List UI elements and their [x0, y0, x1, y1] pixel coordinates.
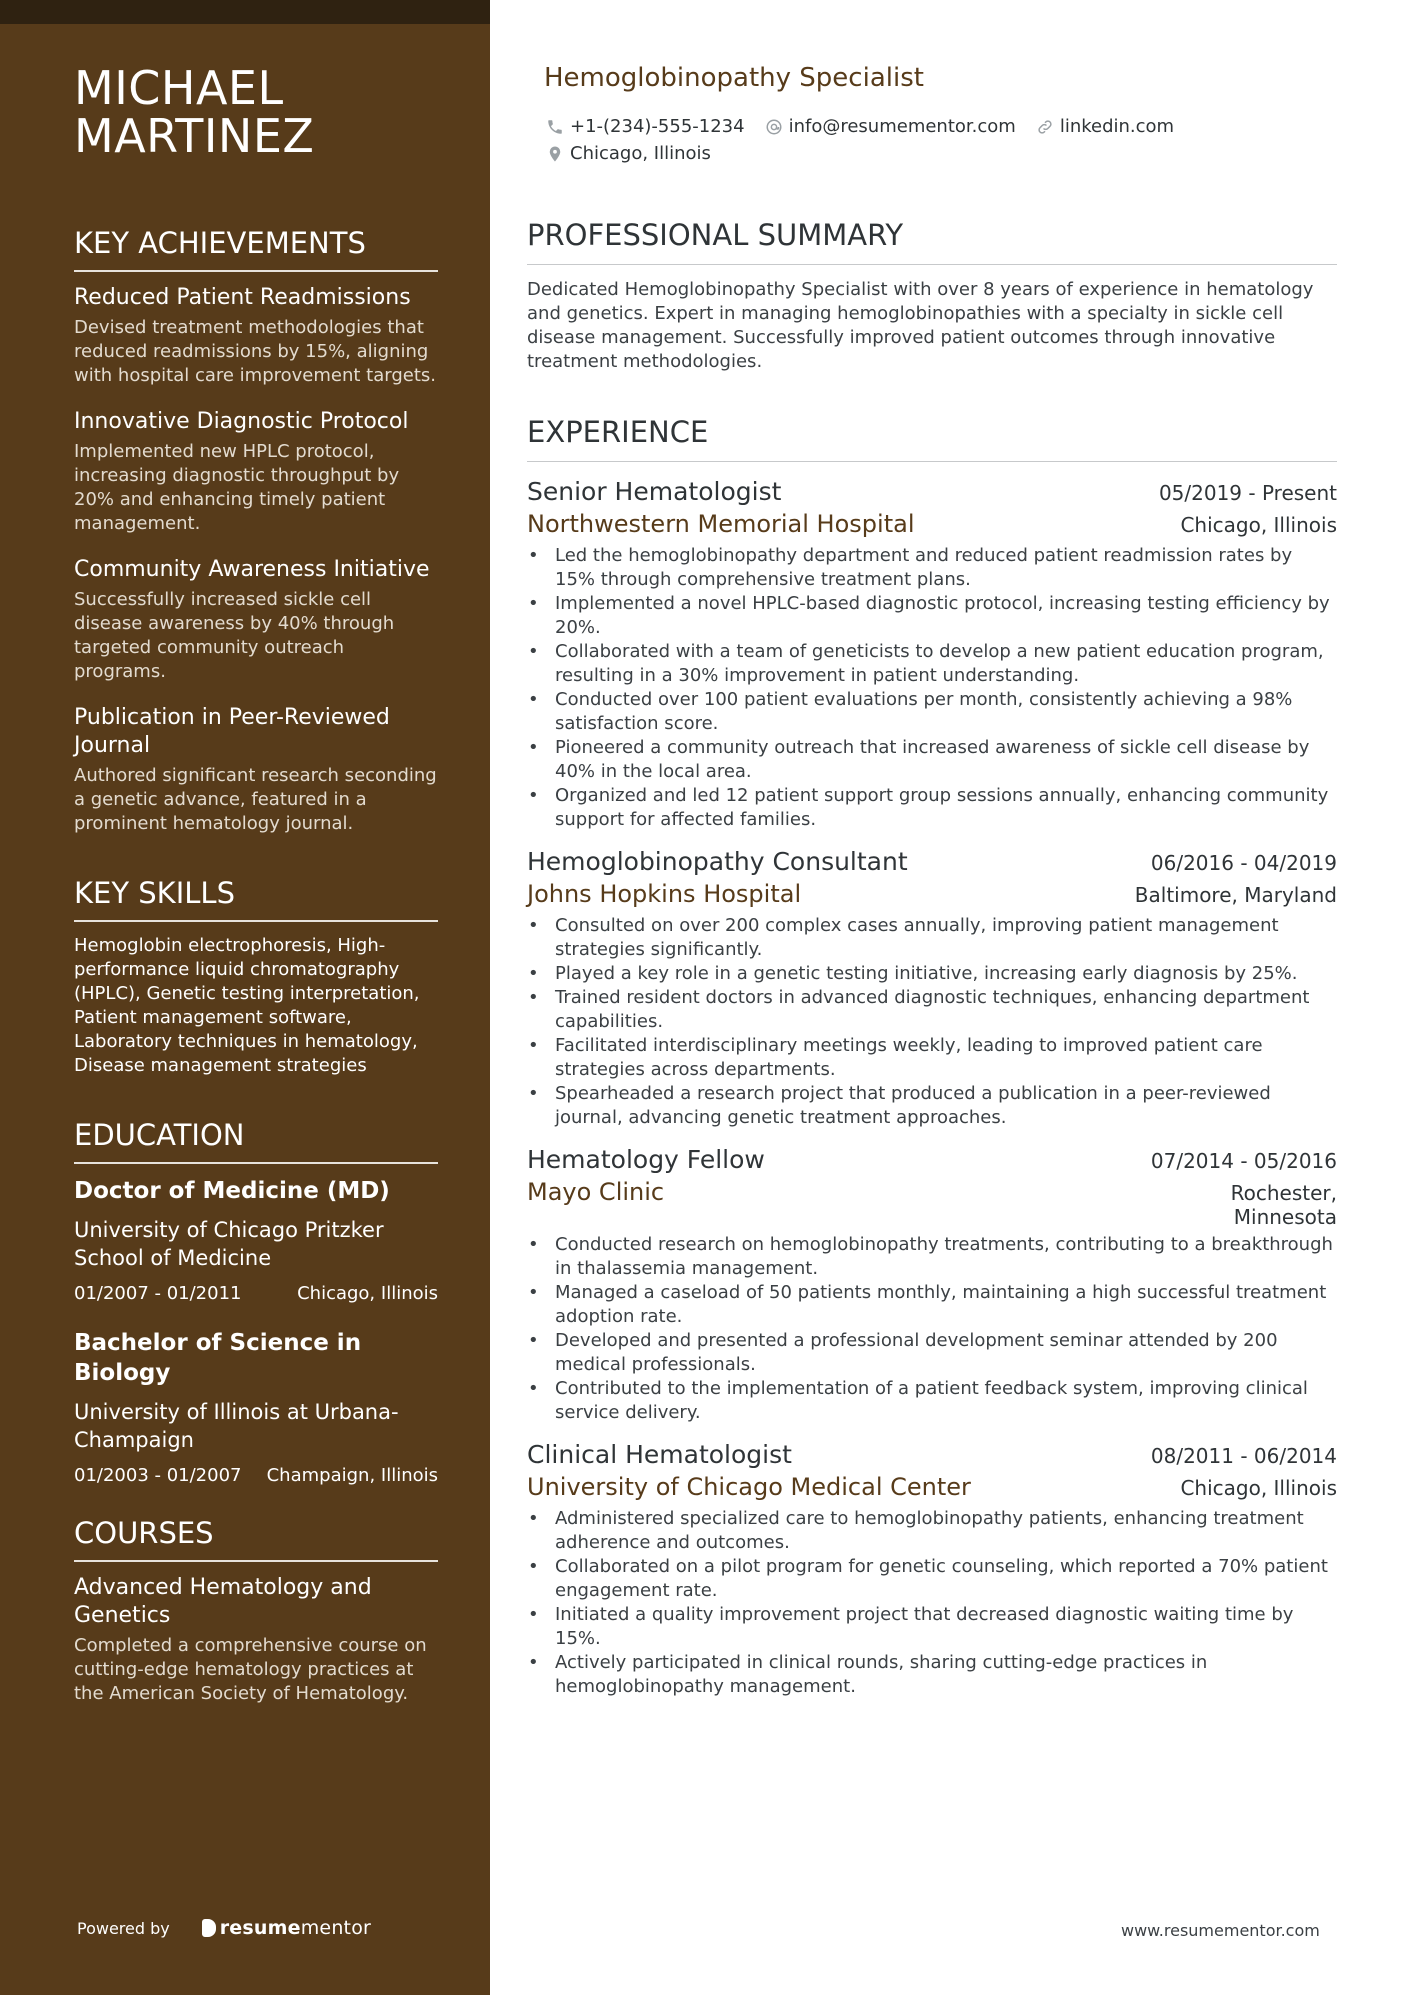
- at-icon: [765, 118, 783, 136]
- education-heading: EDUCATION: [74, 1118, 438, 1164]
- edu-degree: Doctor of Medicine (MD): [74, 1178, 390, 1204]
- location-contact: [546, 143, 711, 164]
- job-location: Baltimore, Maryland: [1134, 883, 1337, 907]
- achievement-title: Reduced Patient Readmissions: [74, 285, 411, 310]
- bullet-item: • Facilitated interdisciplinary meetings weekly, leading to improved patient care strategies across departments.: [555, 1034, 1337, 1082]
- education-item: [74, 1328, 438, 1488]
- bullet-item: • Trained resident doctors in advanced diagnostic techniques, enhancing department capabilities.: [555, 986, 1337, 1034]
- sidebar: [0, 0, 490, 1995]
- key-achievements-section: [74, 226, 438, 836]
- experience-heading: EXPERIENCE: [527, 415, 1337, 462]
- bullet-item: • Spearheaded a research project that produced a publication in a peer-reviewed journal, advancing genetic treatment approaches.: [555, 1082, 1337, 1130]
- job-location: Rochester, Minnesota: [1230, 1181, 1337, 1229]
- edu-degree: Bachelor of Science in Biology: [74, 1330, 362, 1386]
- brand-mark-icon: [202, 1919, 216, 1937]
- achievement-desc: Devised treatment methodologies that reduced readmissions by 15%, aligning with hospital care improvement targets.: [74, 317, 437, 386]
- bullet-item: • Played a key role in a genetic testing initiative, increasing early diagnosis by 25%.: [555, 962, 1337, 986]
- bullet-item: • Led the hemoglobinopathy department and reduced patient readmission rates by 15% through comprehensive treatment plans.: [555, 544, 1337, 592]
- achievement-title: Publication in Peer-Reviewed Journal: [74, 705, 390, 758]
- achievement-title: Innovative Diagnostic Protocol: [74, 409, 409, 434]
- phone-text: +1-(234)-555-1234: [570, 116, 745, 137]
- job-role: Senior Hematologist: [527, 477, 782, 506]
- bullet-item: • Administered specialized care to hemoglobinopathy patients, enhancing treatment adherence and outcomes.: [555, 1507, 1337, 1555]
- name-line-2: MARTINEZ: [74, 109, 315, 163]
- experience-item: [527, 476, 1337, 832]
- bullet-item: • Conducted research on hemoglobinopathy treatments, contributing to a breakthrough in thalassemia management.: [555, 1233, 1337, 1281]
- powered-by-label: Powered by: [77, 1918, 170, 1938]
- job-bullets: [527, 914, 1337, 1130]
- edu-location: Chicago, Illinois: [297, 1283, 438, 1304]
- summary-section: [527, 218, 1337, 374]
- experience-section: [527, 415, 1337, 1699]
- job-company: University of Chicago Medical Center: [527, 1473, 971, 1501]
- bullet-item: • Pioneered a community outreach that increased awareness of sickle cell disease by 40% in the local area.: [555, 736, 1337, 784]
- map-pin-icon: [546, 145, 564, 163]
- name-line-1: MICHAEL: [74, 61, 284, 115]
- education-section: [74, 1118, 438, 1488]
- bullet-item: • Developed and presented a professional development seminar attended by 200 medical professionals.: [555, 1329, 1337, 1377]
- bullet-item: • Contributed to the implementation of a patient feedback system, improving clinical service delivery.: [555, 1377, 1337, 1425]
- job-company: Mayo Clinic: [527, 1178, 665, 1206]
- linkedin-contact[interactable]: [1036, 116, 1174, 137]
- phone-icon: [546, 118, 564, 136]
- achievement-desc: Successfully increased sickle cell disease awareness by 40% through targeted community outreach programs.: [74, 589, 395, 682]
- job-bullets: [527, 1233, 1337, 1425]
- achievement-item: [74, 408, 438, 536]
- bullet-item: • Collaborated on a pilot program for genetic counseling, which reported a 70% patient engagement rate.: [555, 1555, 1337, 1603]
- job-bullets: [527, 1507, 1337, 1699]
- experience-item: [527, 1144, 1337, 1425]
- experience-item: [527, 846, 1337, 1130]
- key-skills-heading: KEY SKILLS: [74, 876, 438, 922]
- job-dates: 08/2011 - 06/2014: [1150, 1444, 1337, 1468]
- job-dates: 07/2014 - 05/2016: [1150, 1149, 1337, 1173]
- headline: Hemoglobinopathy Specialist: [544, 63, 924, 93]
- bullet-item: • Conducted over 100 patient evaluations per month, consistently achieving a 98% satisfaction score.: [555, 688, 1337, 736]
- key-skills-section: [74, 876, 438, 1078]
- phone-contact[interactable]: [546, 116, 745, 137]
- job-dates: 06/2016 - 04/2019: [1150, 851, 1337, 875]
- email-text: info@resumementor.com: [788, 116, 1016, 137]
- bullet-item: • Collaborated with a team of geneticists to develop a new patient education program, resulting in a 30% improvement in patient understanding.: [555, 640, 1337, 688]
- education-item: [74, 1176, 438, 1306]
- achievement-desc: Implemented new HPLC protocol, increasing diagnostic throughput by 20% and enhancing timely patient management.: [74, 441, 400, 534]
- bullet-item: • Actively participated in clinical rounds, sharing cutting-edge practices in hemoglobinopathy management.: [555, 1651, 1337, 1699]
- linkedin-text: linkedin.com: [1059, 116, 1175, 137]
- sidebar-top-band: [0, 0, 490, 24]
- job-location: Chicago, Illinois: [1180, 513, 1337, 537]
- bullet-item: • Managed a caseload of 50 patients monthly, maintaining a high successful treatment adoption rate.: [555, 1281, 1337, 1329]
- bullet-item: • Initiated a quality improvement project that decreased diagnostic waiting time by 15%.: [555, 1603, 1337, 1651]
- edu-location: Champaign, Illinois: [266, 1465, 438, 1486]
- experience-item: [527, 1439, 1337, 1699]
- bullet-item: • Implemented a novel HPLC-based diagnostic protocol, increasing testing efficiency by 20%.: [555, 592, 1337, 640]
- job-company: Johns Hopkins Hospital: [527, 880, 802, 908]
- job-company: Northwestern Memorial Hospital: [527, 510, 915, 538]
- bullet-item: • Organized and led 12 patient support group sessions annually, enhancing community support for affected families.: [555, 784, 1337, 832]
- email-contact[interactable]: [765, 116, 1016, 137]
- job-role: Hematology Fellow: [527, 1145, 765, 1174]
- job-bullets: [527, 544, 1337, 832]
- resumementor-logo[interactable]: [202, 1917, 371, 1939]
- link-icon: [1036, 118, 1054, 136]
- candidate-name: [74, 61, 438, 163]
- footer-url[interactable]: www.resumementor.com: [1121, 1921, 1320, 1940]
- job-role: Clinical Hematologist: [527, 1440, 792, 1469]
- achievement-item: [74, 556, 438, 684]
- brand-bold: resume: [219, 1917, 301, 1939]
- bullet-item: • Consulted on over 200 complex cases annually, improving patient management strategies significantly.: [555, 914, 1337, 962]
- key-achievements-heading: KEY ACHIEVEMENTS: [74, 226, 438, 272]
- skills-text: Hemoglobin electrophoresis, High-performance liquid chromatography (HPLC), Genetic testing interpretation, Patient management software, Laboratory techniques in hematology, Disease management strategies: [74, 935, 420, 1076]
- edu-school: University of Chicago Pritzker School of Medicine: [74, 1218, 384, 1270]
- courses-section: [74, 1516, 438, 1706]
- achievement-item: [74, 704, 438, 836]
- powered-by: [77, 1917, 371, 1939]
- achievement-desc: Authored significant research seconding a genetic advance, featured in a prominent hematology journal.: [74, 765, 437, 834]
- location-text: Chicago, Illinois: [570, 143, 711, 164]
- achievement-item: [74, 284, 438, 388]
- summary-heading: PROFESSIONAL SUMMARY: [527, 218, 1337, 265]
- course-desc: Completed a comprehensive course on cutting-edge hematology practices at the American Society of Hematology.: [74, 1635, 427, 1704]
- achievement-title: Community Awareness Initiative: [74, 557, 430, 582]
- edu-dates: 01/2003 - 01/2007: [74, 1465, 242, 1486]
- brand-light: mentor: [300, 1917, 372, 1939]
- edu-school: University of Illinois at Urbana-Champaign: [74, 1400, 399, 1452]
- edu-dates: 01/2007 - 01/2011: [74, 1283, 242, 1304]
- job-dates: 05/2019 - Present: [1158, 481, 1337, 505]
- course-title: Advanced Hematology and Genetics: [74, 1575, 372, 1628]
- courses-heading: COURSES: [74, 1516, 438, 1562]
- contact-info: [546, 113, 1326, 167]
- job-location: Chicago, Illinois: [1180, 1476, 1337, 1500]
- job-role: Hemoglobinopathy Consultant: [527, 847, 908, 876]
- summary-text: Dedicated Hemoglobinopathy Specialist with over 8 years of experience in hematology and genetics. Expert in managing hemoglobinopathies with a specialty in sickle cell disease management. Successfully improved patient outcomes through innovative treatment methodologies.: [527, 279, 1314, 372]
